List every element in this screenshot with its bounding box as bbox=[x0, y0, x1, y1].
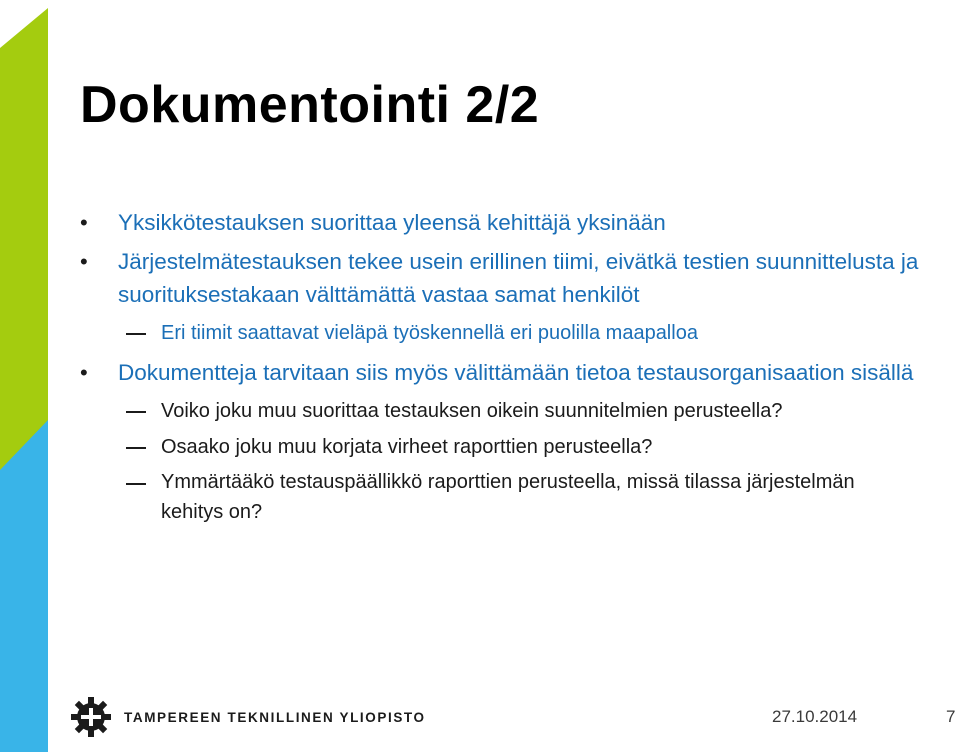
bullet-dot-icon: • bbox=[80, 360, 88, 385]
gear-logo-icon bbox=[70, 696, 112, 738]
sub-bullet-text: Ymmärtääkö testauspäällikkö raporttien perusteella, missä tilassa järjestelmän kehitys on? bbox=[161, 471, 855, 523]
bullet-dot-icon: • bbox=[80, 249, 88, 274]
university-logo bbox=[70, 696, 426, 738]
bullet-item bbox=[78, 245, 948, 311]
bullet-item bbox=[78, 206, 948, 239]
bullet-list bbox=[78, 206, 948, 527]
dash-icon bbox=[126, 483, 146, 485]
footer-date: 27.10.2014 bbox=[772, 707, 858, 726]
sub-bullet-text: Voiko joku muu suorittaa testauksen oikein suunnitelmien perusteella? bbox=[161, 400, 783, 422]
page-number: 7 bbox=[946, 707, 956, 726]
dash-icon bbox=[126, 411, 146, 413]
bullet-text: Yksikkötestauksen suorittaa yleensä kehittäjä yksinään bbox=[118, 210, 666, 235]
sub-bullet-item bbox=[78, 431, 948, 464]
university-name: TAMPEREEN TEKNILLINEN YLIOPISTO bbox=[124, 709, 426, 725]
dash-icon bbox=[126, 447, 146, 449]
dash-icon bbox=[126, 333, 146, 335]
sub-bullet-item bbox=[78, 317, 948, 350]
slide-title: Dokumentointi 2/2 bbox=[80, 76, 540, 134]
bullet-item bbox=[78, 356, 948, 389]
side-color-band bbox=[0, 0, 48, 752]
bullet-text: Järjestelmätestauksen tekee usein erillinen tiimi, eivätkä testien suunnittelusta ja suorituksestakaan välttämättä vastaa samat henkilöt bbox=[118, 249, 919, 307]
bullet-text: Dokumentteja tarvitaan siis myös välittämään tietoa testausorganisaation sisällä bbox=[118, 360, 914, 385]
sub-bullet-item bbox=[78, 395, 948, 428]
sub-bullet-text: Eri tiimit saattavat vieläpä työskennellä eri puolilla maapalloa bbox=[161, 322, 698, 344]
bullet-dot-icon: • bbox=[80, 210, 88, 235]
sub-bullet-item bbox=[78, 467, 921, 527]
sub-bullet-text: Osaako joku muu korjata virheet raporttien perusteella? bbox=[161, 436, 653, 458]
